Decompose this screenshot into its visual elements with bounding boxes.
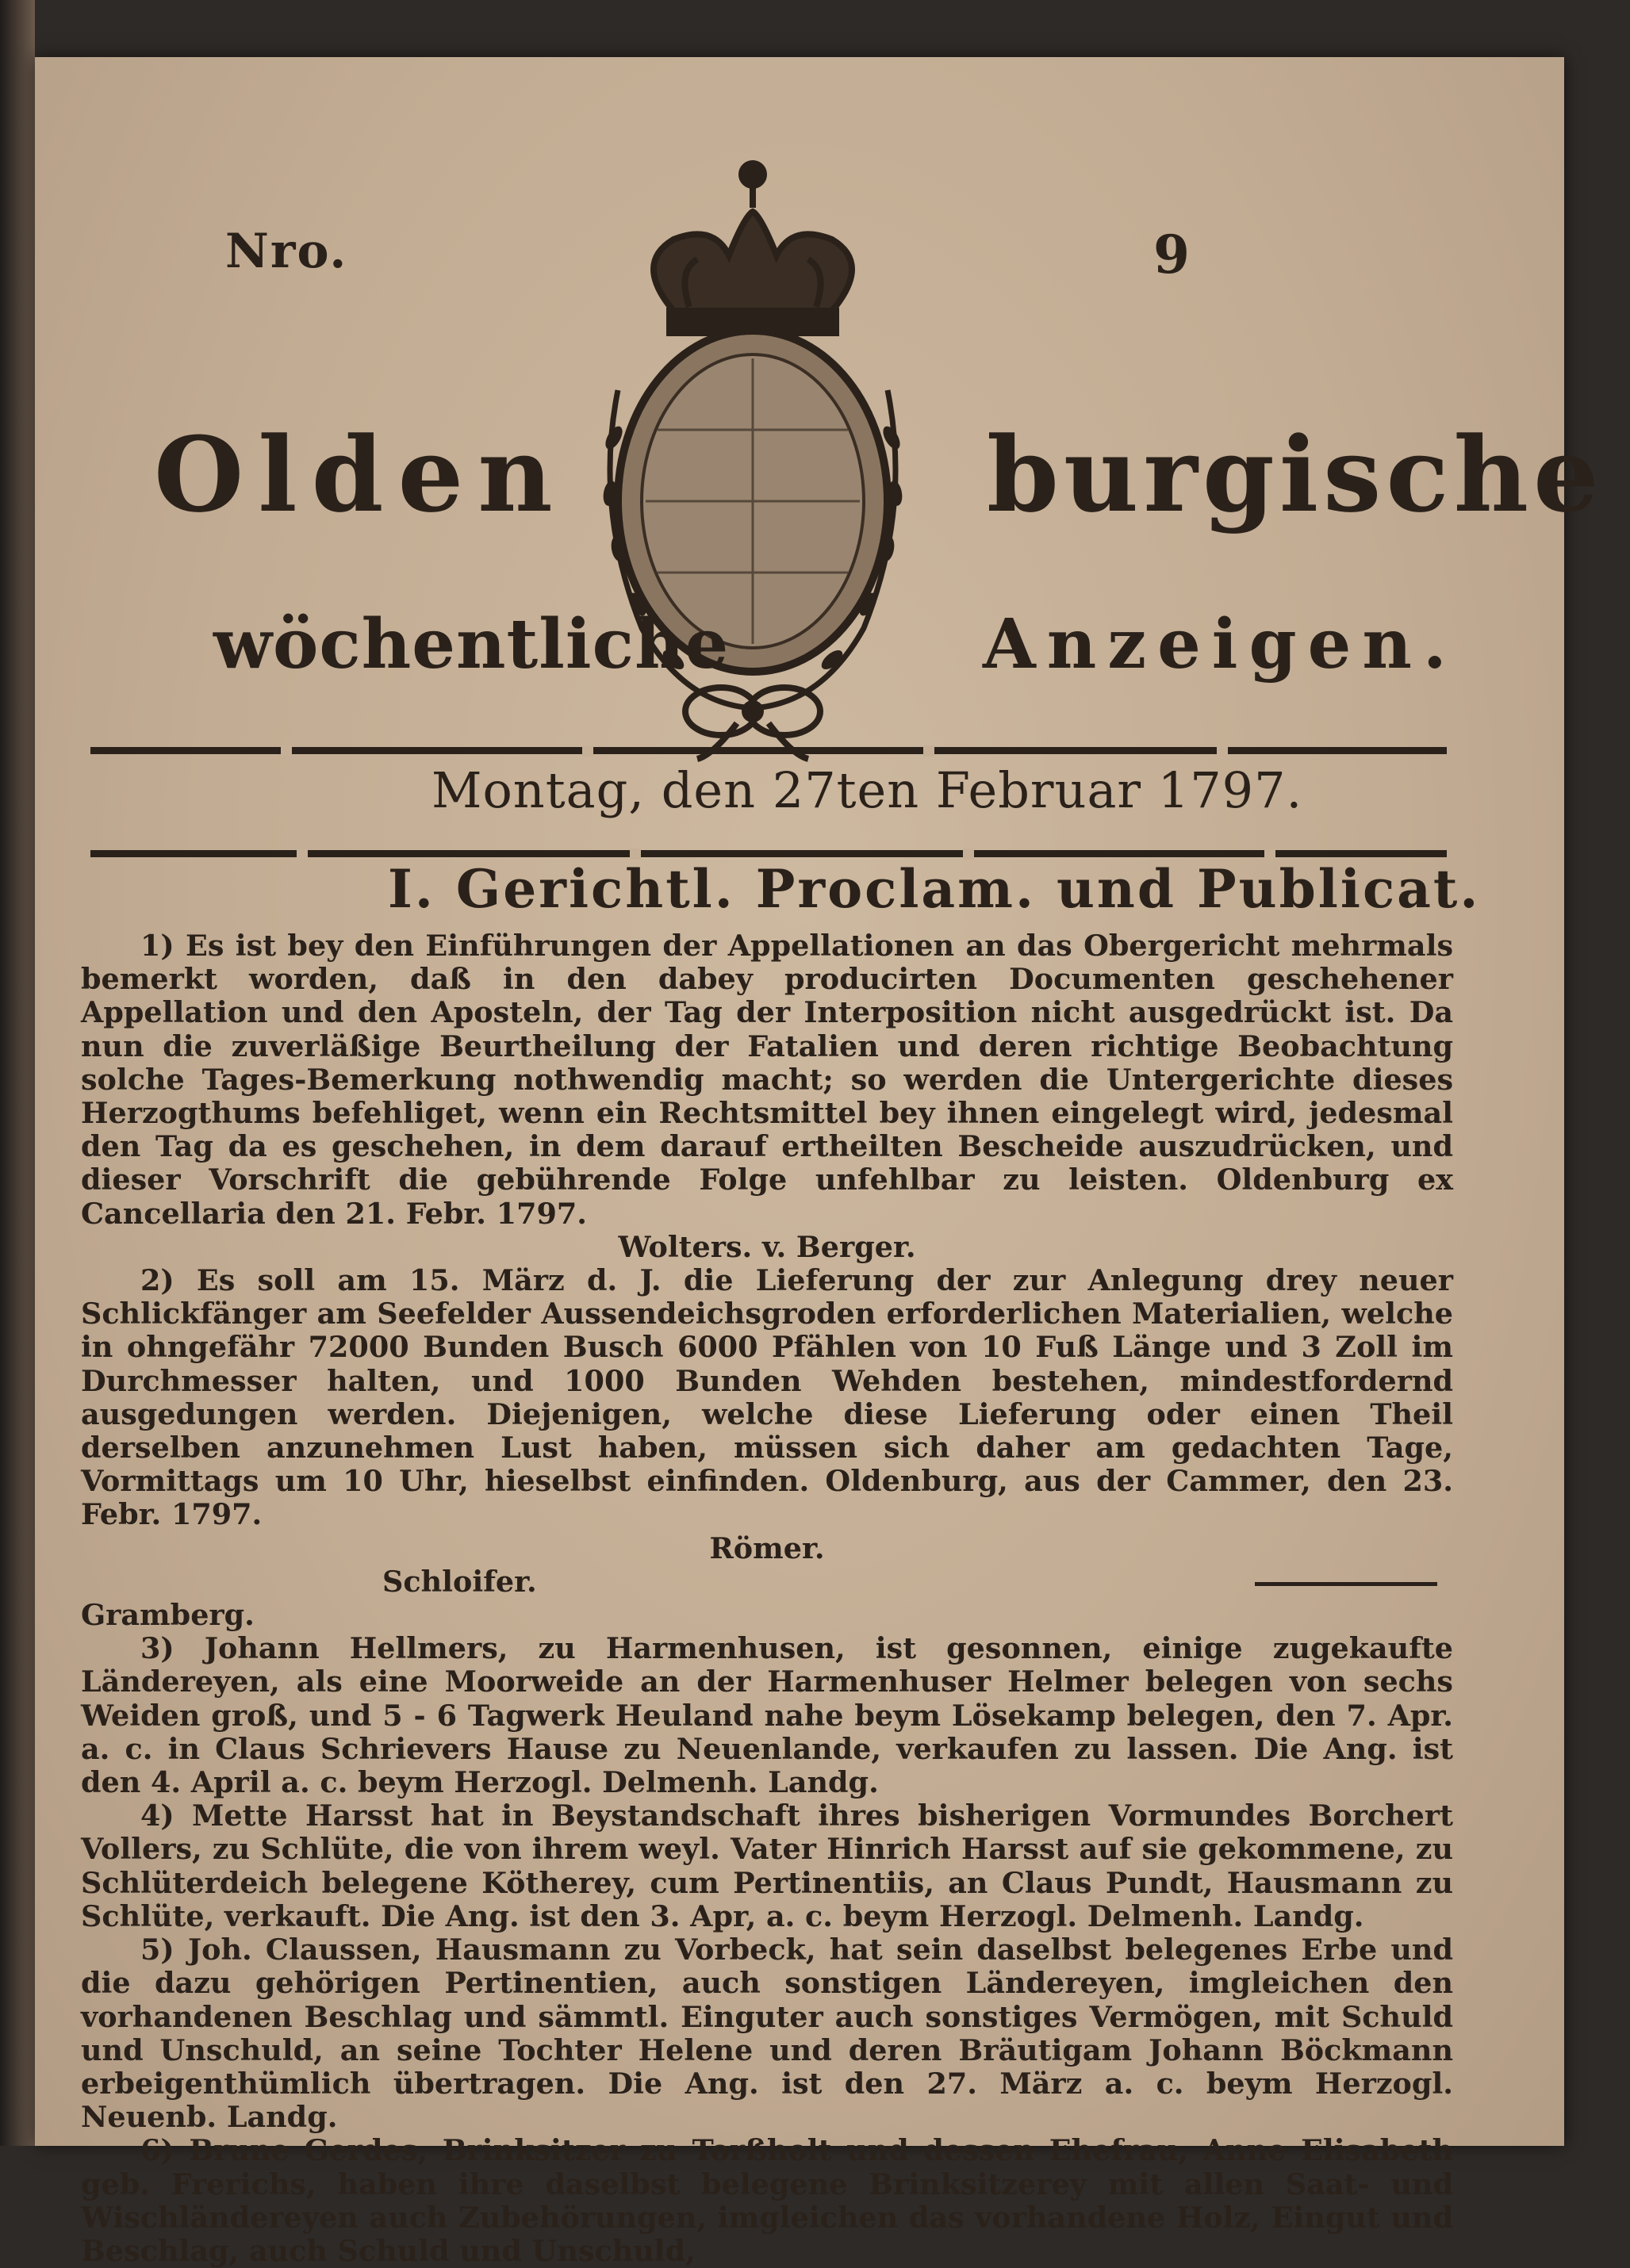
issue-label: Nro. [225,224,348,279]
masthead-title-left: Olden [154,414,567,535]
notice-2-signature-center: Römer. [709,1531,825,1565]
notice-2-signature-row [81,1565,1453,1599]
notice-1-signature: Wolters. v. Berger. [618,1229,916,1264]
article-body [81,929,1453,2268]
signature-dash [1255,1565,1453,1599]
section-heading: I. Gerichtl. Proclam. und Publicat. [388,858,1481,920]
notice-paragraph-2: 2) Es soll am 15. März d. J. die Lieferung der zur Anlegung drey neuer Schlickfänger am Seefelder Aussendeichsgroden erforderlichen Materialien, welche in ohngefähr 72000 Bunden Busch 6000 Pfählen von 10 Fuß Länge und 3 Zoll im Durchmesser halten, und 1000 Bunden Wehden bestehen, mindestfordernd ausgedungen werden. Diejenigen, welche diese Lieferung oder einen Theil derselben anzunehmen Lust haben, müssen sich daher am gedachten Tage, Vormittags um 10 Uhr, hieselbst einfinden. Oldenburg, aus der Cammer, den 23. Febr. 1797. [81,1263,1453,1532]
notice-2-signature-right: Gramberg. [81,1598,255,1633]
book-spine-edge [0,0,35,2146]
notice-paragraph-5: 5) Joh. Claussen, Hausmann zu Vorbeck, hat sein daselbst belegenes Erbe und die dazu gehörigen Pertinentien, auch sonstigen Ländereyen, imgleichen den vorhandenen Beschlag und sämmtl. Einguter auch sonstiges Vermögen, mit Schuld und Unschuld, an seine Tochter Helene und deren Bräutigam Johann Böckmann erbeigenthümlich übertragen. Die Ang. ist den 27. März a. c. beym Herzogl. Neuenb. Landg. [81,1933,1453,2135]
issue-number: 9 [1153,224,1190,285]
top-divider-rule [90,747,1447,754]
masthead-title-right: burgische [987,414,1604,535]
notice-2-signature-left: Schloifer. [382,1564,537,1599]
bottom-divider-rule [90,850,1447,857]
newspaper-page [35,57,1604,2268]
notice-paragraph-4: 4) Mette Harsst hat in Beystandschaft ihres bisherigen Vormundes Borchert Vollers, zu Schlüte, die von ihrem weyl. Vater Hinrich Harsst auf sie gekommene, zu Schlüterdeich belegene Kötherey, cum Pertinentiis, an Claus Pundt, Hausmann zu Schlüte, verkauft. Die Ang. ist den 3. Apr, a. c. beym Herzogl. Delmenh. Landg. [81,1799,1453,1933]
issue-dateline: Montag, den 27ten Februar 1797. [431,761,1303,819]
notice-paragraph-6: 6) Brune Gerdes, Brinksitzer zu Torßholt und dessen Ehefrau, Anne Elisabeth geb. Frerichs, haben ihre daselbst belegene Brinksitzerey mit allen Saat- und Wischländereyen auch Zubehörungen, imgleichen das vorhandene Holz, Eingut und Beschlag, auch Schuld und Unschuld, [81,2133,1453,2268]
notice-paragraph-3: 3) Johann Hellmers, zu Harmenhusen, ist gesonnen, einige zugekaufte Ländereyen, als eine Moorweide an der Harmenhuser Helmer belegen von sechs Weiden groß, und 5 - 6 Tagwerk Heuland nahe beym Lösekamp belegen, den 7. Apr. a. c. in Claus Schrievers Hause zu Neuenlande, verkaufen zu lassen. Die Ang. ist den 4. April a. c. beym Herzogl. Delmenh. Landg. [81,1631,1453,1800]
notice-paragraph-1: 1) Es ist bey den Einführungen der Appellationen an das Obergericht mehrmals bemerkt worden, daß in den dabey producirten Documenten geschehener Appellation und den Aposteln, der Tag der Interposition nicht ausgedrückt ist. Da nun die zuverläßige Beurtheilung der Fatalien und deren richtige Beobachtung solche Tages-Bemerkung nothwendig macht; so werden die Untergerichte dieses Herzogthums befehliget, wenn ein Rechtsmittel bey ihnen eingelegt wird, jedesmal den Tag da es geschehen, in dem darauf ertheilten Bescheide auszudrücken, und dieser Vorschrift die gebührende Folge unfehlbar zu leisten. Oldenburg ex Cancellaria den 21. Febr. 1797. [81,929,1453,1231]
masthead-subtitle-right: Anzeigen. [983,604,1458,684]
masthead-subtitle-left: wöchentliche [213,604,730,684]
